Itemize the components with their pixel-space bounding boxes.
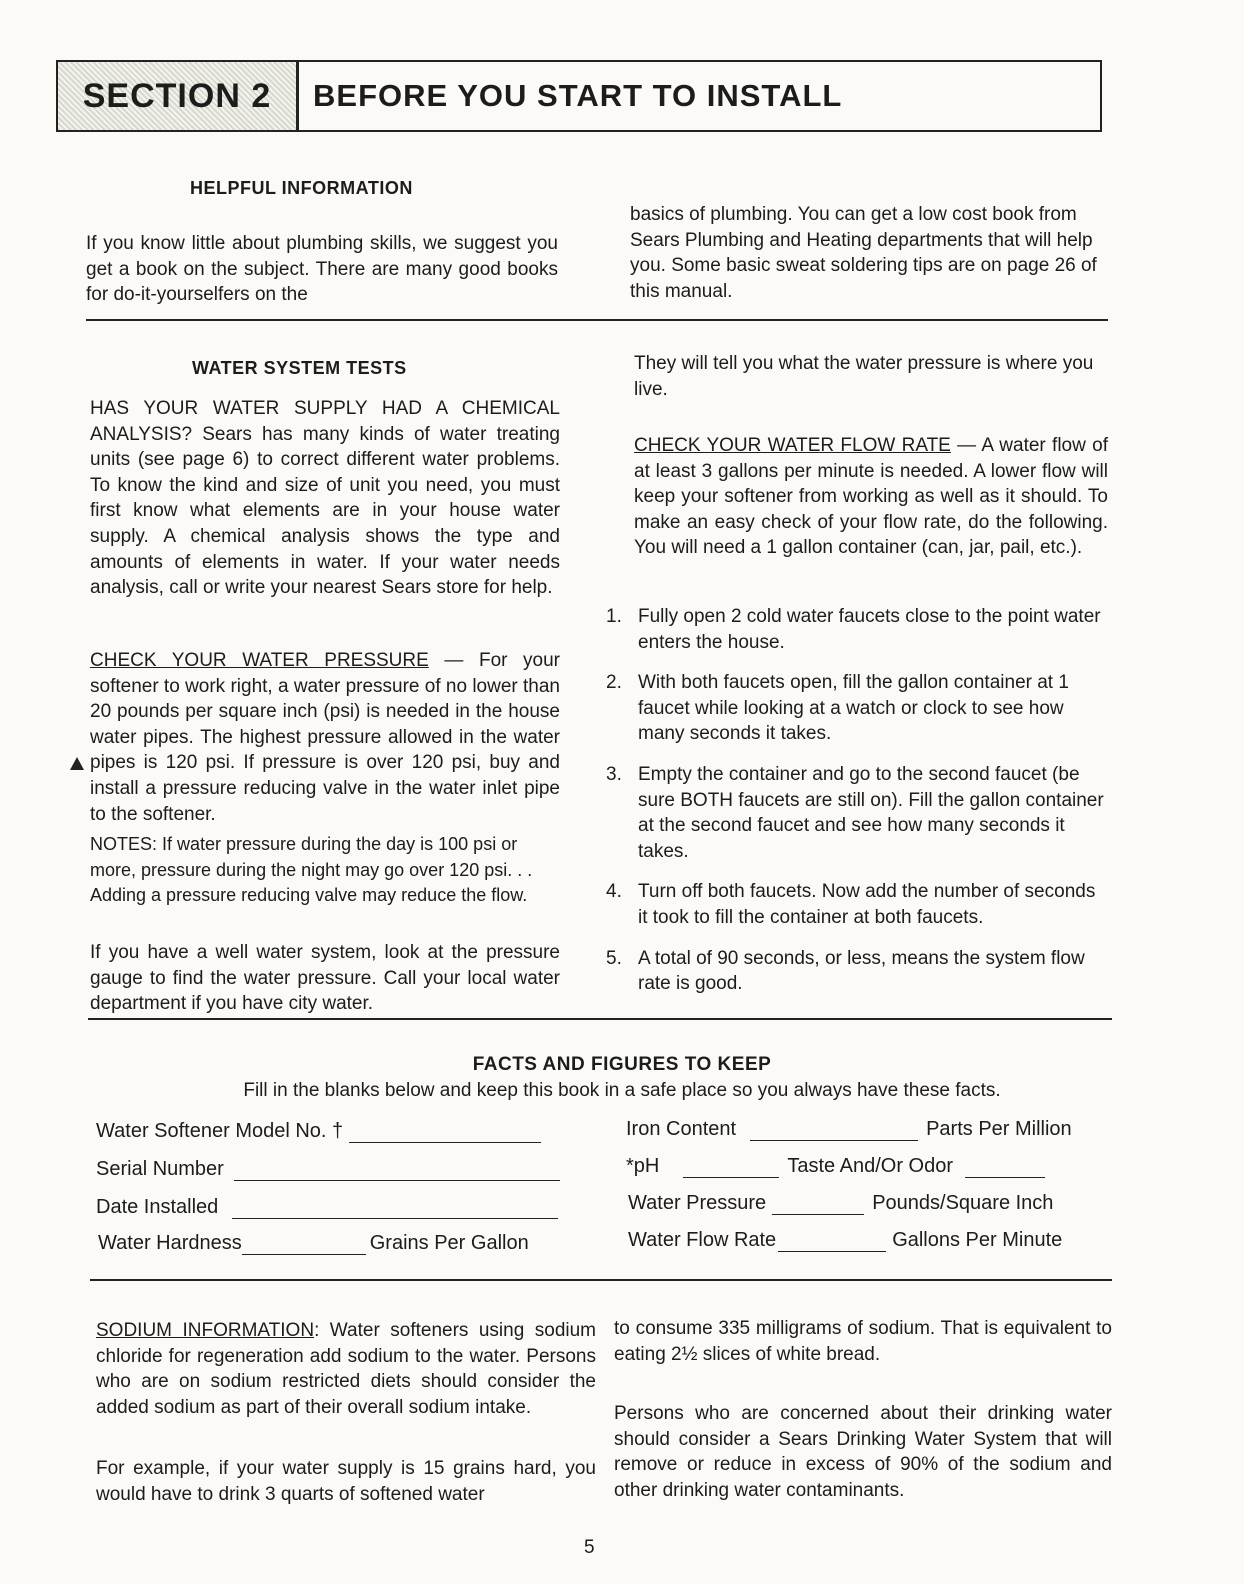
- sodium-heading: SODIUM INFORMATION: [96, 1320, 315, 1341]
- flow-text: — A water flow of at least 3 gallons per minute is needed. A lower flow will keep your softener from working as well as it should. To make an easy check of your flow rate, do the following. You will need a 1 gallon container (can, jar, pail, etc.).: [634, 435, 1108, 559]
- divider-1: [86, 319, 1108, 321]
- ppm-label: Parts Per Million: [926, 1118, 1072, 1140]
- psi-label: Pounds/Square Inch: [872, 1192, 1054, 1214]
- pressure-blank[interactable]: [772, 1196, 864, 1215]
- date-label: Date Installed: [96, 1196, 219, 1218]
- hardness-label: Water Hardness: [98, 1232, 242, 1254]
- iron-label: Iron Content: [626, 1118, 737, 1140]
- step-item: [606, 604, 1108, 655]
- page-number: 5: [584, 1537, 595, 1558]
- flow-blank[interactable]: [778, 1233, 886, 1252]
- step-number: 3.: [606, 763, 622, 785]
- divider-3: [90, 1279, 1112, 1281]
- field-flow: [628, 1229, 1062, 1252]
- field-date: [96, 1196, 564, 1219]
- taste-blank[interactable]: [965, 1159, 1045, 1178]
- pressure-text: — For your softener to work right, a water pressure of no lower than 20 pounds per square inch (psi) is needed in the house water pipes. The highest pressure allowed in the water pipes is 120 psi. If pressure is over 120 psi, buy and install a pressure reducing valve in the water inlet pipe to the softener.: [90, 650, 560, 825]
- step-item: [606, 946, 1108, 997]
- drinking-water-text: Persons who are concerned about their drinking water should consider a Sears Drinking Water System that will remove or reduce in excess of 90% of the sodium and other drinking water contaminants.: [614, 1403, 1112, 1501]
- chemical-analysis-text: HAS YOUR WATER SUPPLY HAD A CHEMICAL ANALYSIS? Sears has many kinds of water treating units (see page 6) to correct different water problems. To know the kind and size of unit you need, you must first know what elements are in your house water supply. A chemical analysis shows the type and amounts of elements in water. If your water needs analysis, call or write your nearest Sears store for help.: [90, 398, 560, 599]
- field-serial: [96, 1158, 566, 1181]
- step-text: Turn off both faucets. Now add the number of seconds it took to fill the container at both faucets.: [638, 881, 1096, 928]
- ph-label: *pH: [626, 1155, 660, 1177]
- step-number: 4.: [606, 881, 622, 903]
- right-intro-text: They will tell you what the water pressure is where you live.: [634, 353, 1094, 400]
- helpful-heading: HELPFUL INFORMATION: [190, 178, 413, 198]
- field-hardness: [98, 1232, 529, 1255]
- divider-2: [88, 1018, 1112, 1020]
- grains-label: Grains Per Gallon: [369, 1232, 529, 1254]
- pressure-heading: CHECK YOUR WATER PRESSURE: [90, 650, 429, 671]
- step-item: [606, 762, 1108, 864]
- section-title-box: [299, 62, 1100, 130]
- flow-label: Water Flow Rate: [628, 1229, 777, 1251]
- water-tests-heading: WATER SYSTEM TESTS: [192, 358, 407, 378]
- field-ph: [626, 1155, 1045, 1178]
- model-label: Water Softener Model No. †: [96, 1120, 344, 1142]
- flow-heading: CHECK YOUR WATER FLOW RATE: [634, 435, 951, 456]
- pressure-label: Water Pressure: [628, 1192, 767, 1214]
- taste-label: Taste And/Or Odor: [787, 1155, 953, 1177]
- model-blank[interactable]: [349, 1124, 541, 1143]
- step-number: 2.: [606, 672, 622, 694]
- section-title: BEFORE YOU START TO INSTALL: [313, 78, 843, 113]
- field-iron: [626, 1118, 1072, 1141]
- facts-subheading: Fill in the blanks below and keep this book in a safe place so you always have these facts.: [243, 1080, 1001, 1101]
- sodium-consume-text: to consume 335 milligrams of sodium. That is equivalent to eating 2½ slices of white bread.: [614, 1318, 1112, 1365]
- facts-heading: FACTS AND FIGURES TO KEEP: [472, 1054, 772, 1075]
- serial-label: Serial Number: [96, 1158, 224, 1180]
- section-header: [56, 60, 1102, 132]
- step-text: Empty the container and go to the second faucet (be sure BOTH faucets are still on). Fill the gallon container at the second faucet and see how many seconds it takes.: [638, 763, 1104, 862]
- step-text: Fully open 2 cold water faucets close to the point water enters the house.: [638, 606, 1101, 653]
- step-item: [606, 879, 1108, 930]
- pressure-paragraph: [90, 648, 560, 827]
- section-label-box: [58, 62, 299, 130]
- iron-blank[interactable]: [750, 1122, 918, 1141]
- field-model: [96, 1120, 547, 1143]
- gpm-label: Gallons Per Minute: [892, 1229, 1063, 1251]
- flow-paragraph: [634, 433, 1108, 561]
- step-text: With both faucets open, fill the gallon container at 1 faucet while looking at a watch or clock to see how many seconds it takes.: [638, 672, 1069, 745]
- field-pressure: [628, 1192, 1053, 1215]
- step-text: A total of 90 seconds, or less, means the system flow rate is good.: [638, 947, 1085, 995]
- sodium-example-text: For example, if your water supply is 15 grains hard, you would have to drink 3 quarts of softened water: [96, 1458, 596, 1505]
- ph-blank[interactable]: [683, 1159, 779, 1178]
- well-water-text: If you have a well water system, look at the pressure gauge to find the water pressure. Call your local water department if you have city water.: [90, 942, 560, 1015]
- serial-blank[interactable]: [234, 1162, 560, 1181]
- helpful-right-text: basics of plumbing. You can get a low cost book from Sears Plumbing and Heating departments that will help you. Some basic sweat soldering tips are on page 26 of this manual.: [630, 204, 1097, 302]
- sodium-text: : Water softeners using sodium chloride for regeneration add sodium to the water. Persons who are on sodium restricted diets should consider the added sodium as part of their overall sodium intake.: [96, 1320, 597, 1418]
- section-label: SECTION 2: [82, 76, 272, 115]
- step-item: [606, 670, 1108, 747]
- step-number: 1.: [606, 606, 622, 627]
- date-blank[interactable]: [232, 1200, 558, 1219]
- sodium-paragraph: [96, 1318, 596, 1420]
- hardness-blank[interactable]: [242, 1236, 366, 1255]
- warning-triangle-icon: [70, 757, 84, 770]
- flow-steps-list: [606, 604, 1108, 1012]
- helpful-left-text: If you know little about plumbing skills, we suggest you get a book on the subject. There are many good books for do-it-yourselfers on the: [86, 233, 558, 306]
- notes-text: NOTES: If water pressure during the day is 100 psi or more, pressure during the night may go over 120 psi. . . Adding a pressure reducing valve may reduce the flow.: [90, 834, 533, 906]
- step-number: 5.: [606, 947, 622, 969]
